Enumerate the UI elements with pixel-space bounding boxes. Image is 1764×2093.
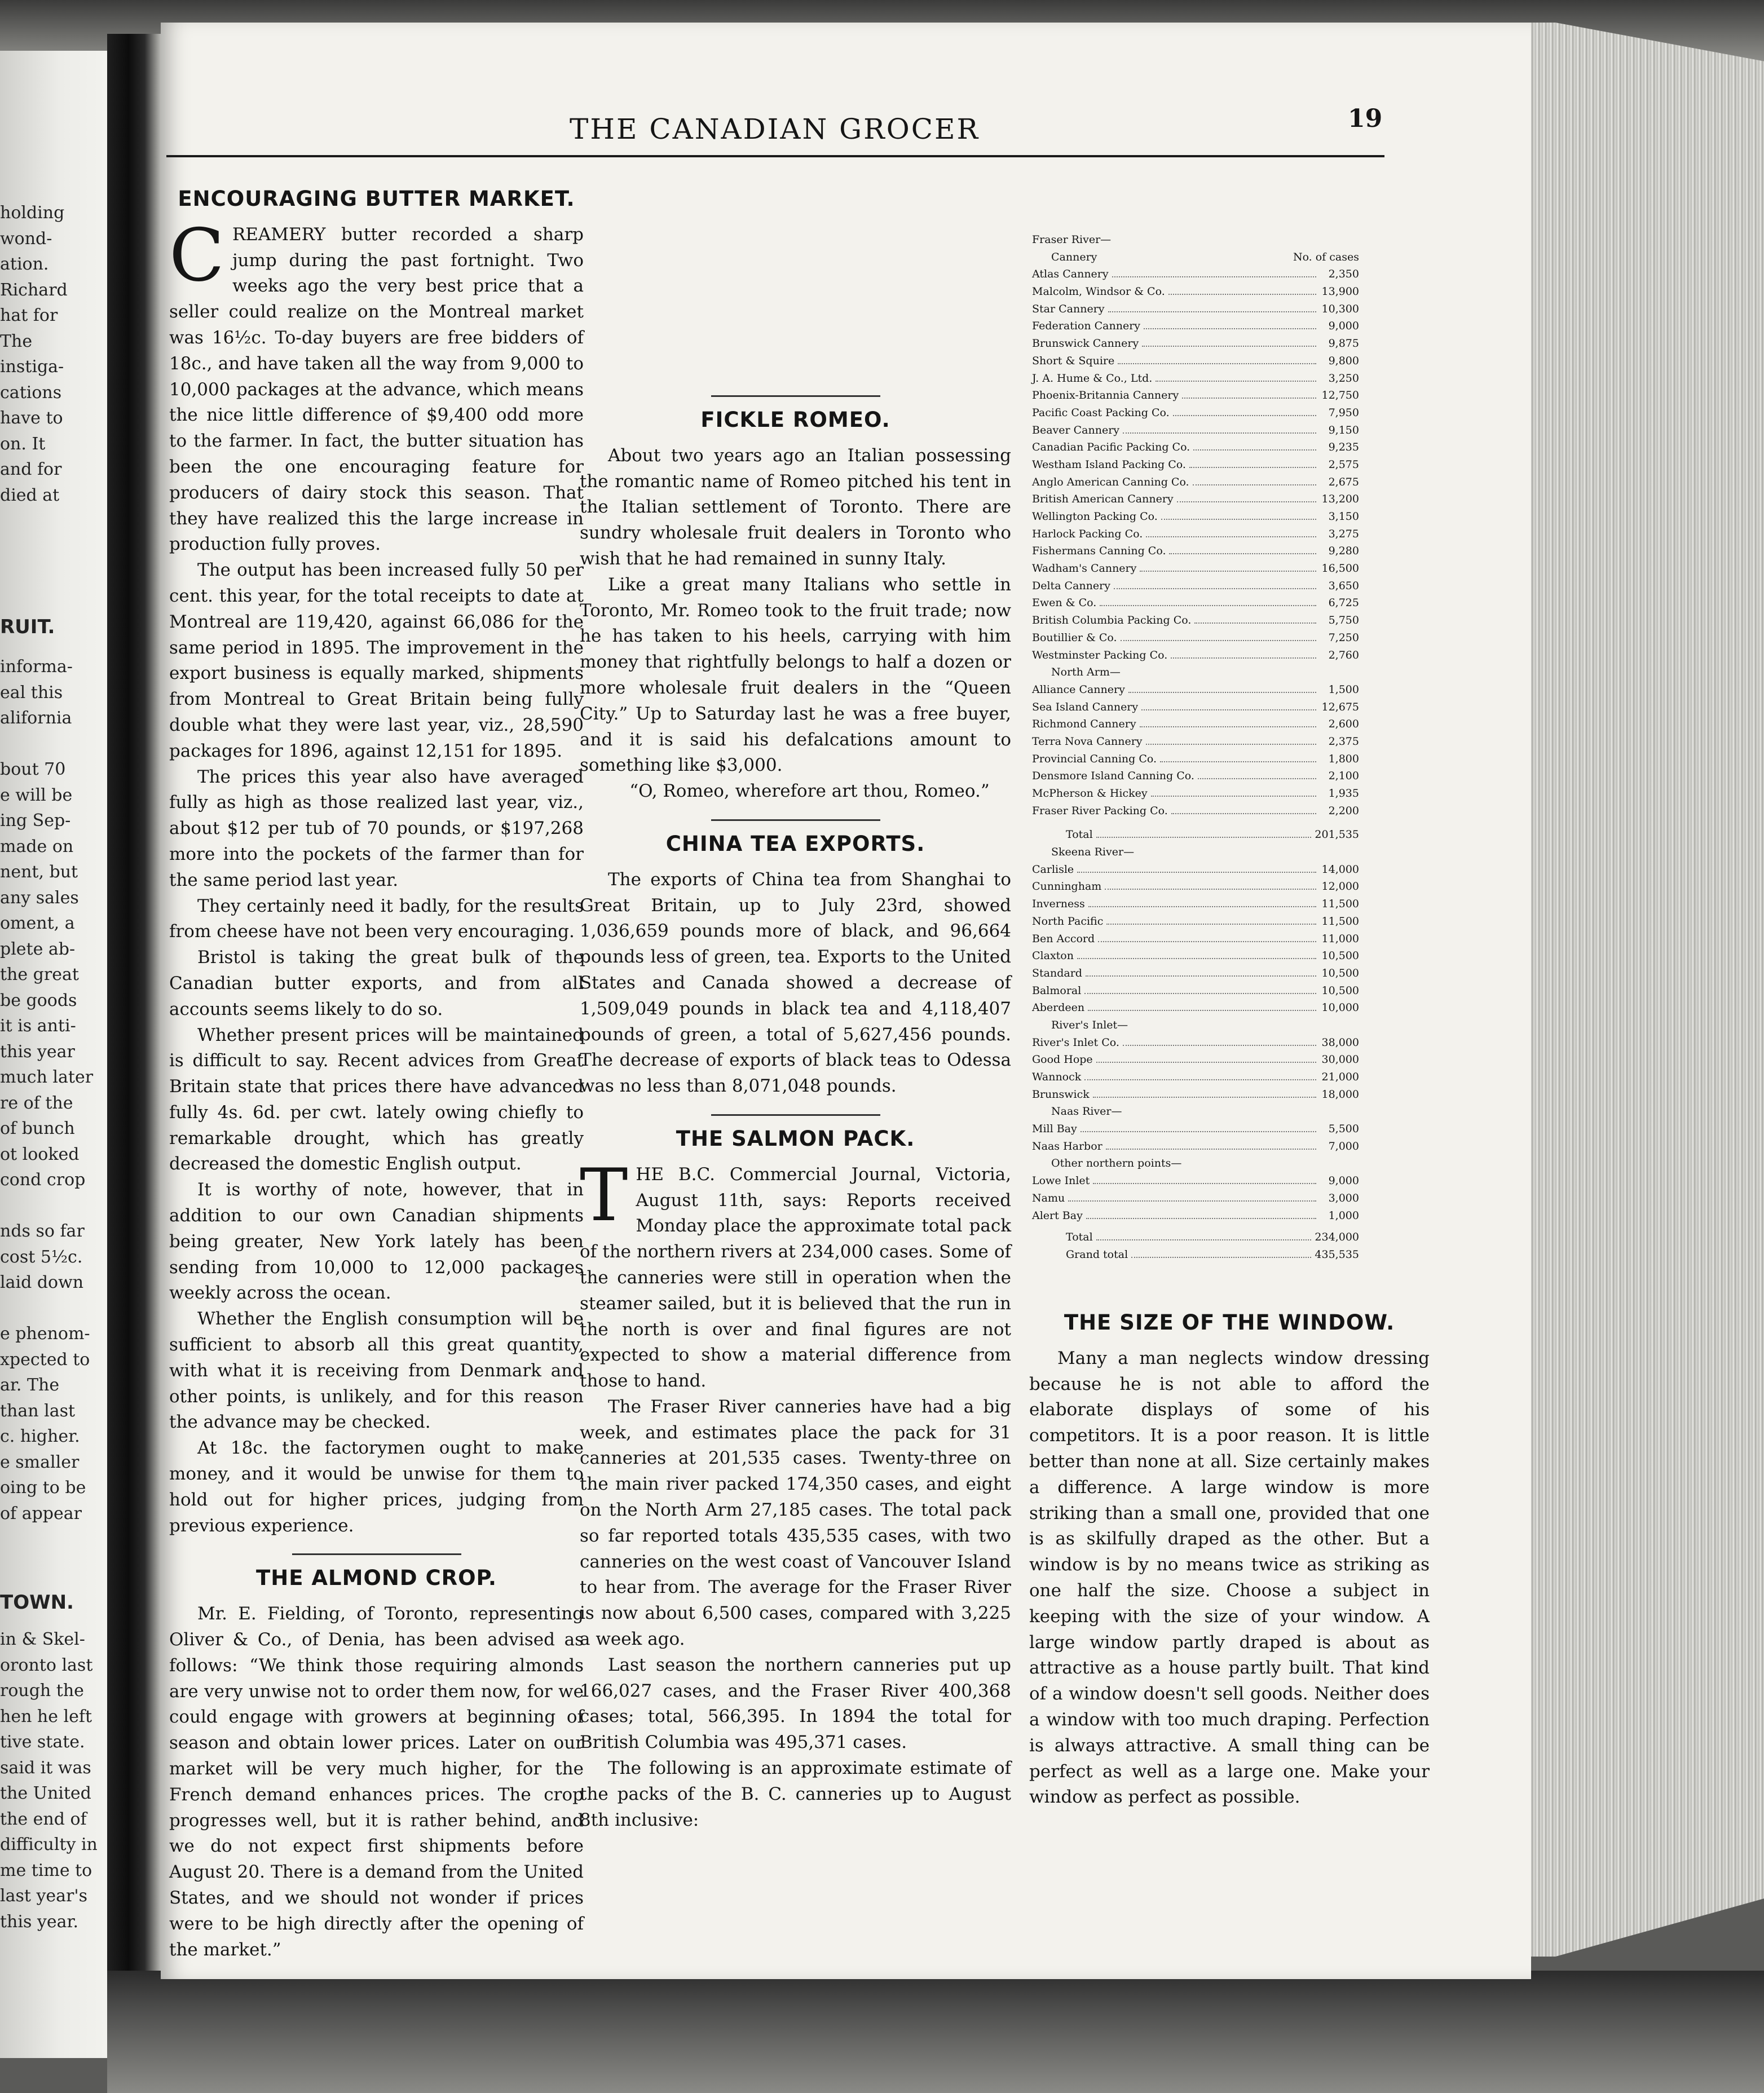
cases-value: 11,500 bbox=[1321, 898, 1359, 911]
table-row bbox=[1032, 699, 1359, 716]
table-row bbox=[1032, 1120, 1359, 1138]
cannery-name: River's Inlet Co. bbox=[1032, 1036, 1119, 1049]
cases-value: 10,500 bbox=[1321, 984, 1359, 997]
facing-page-line: this year. bbox=[0, 1911, 79, 1932]
table-row bbox=[1032, 1034, 1359, 1052]
cases-value: 2,575 bbox=[1328, 458, 1359, 471]
facing-page-line: oronto last bbox=[0, 1655, 93, 1675]
cases-value: 9,000 bbox=[1328, 1174, 1359, 1187]
header-rule bbox=[166, 155, 1384, 157]
table-row bbox=[1032, 733, 1359, 750]
facing-page-line: have to bbox=[0, 408, 63, 428]
article-headline: FICKLE ROMEO. bbox=[700, 408, 890, 432]
table-row bbox=[1032, 283, 1359, 301]
table-row bbox=[1032, 404, 1359, 422]
article-paragraph: Like a great many Italians who settle in Toronto, Mr. Romeo took to the fruit trade; now he has taken to his heels, carrying with him money that rightfully belongs to half a dozen or more wholesale fruit dealers in the “Queen City.” Up to Saturday last he was a free buyer, and it is said his defalcations amount to something like $3,000. bbox=[580, 574, 1011, 776]
cannery-name: Terra Nova Cannery bbox=[1032, 735, 1143, 748]
cannery-name: Harlock Packing Co. bbox=[1032, 527, 1143, 540]
facing-page-line bbox=[0, 1193, 99, 1219]
cannery-name: North Pacific bbox=[1032, 915, 1104, 928]
facing-page-text-block bbox=[0, 654, 99, 1526]
cannery-name: Lowe Inlet bbox=[1032, 1174, 1090, 1187]
drop-cap: C bbox=[169, 213, 224, 298]
table-row bbox=[1032, 456, 1359, 474]
cases-value: 5,750 bbox=[1328, 614, 1359, 627]
facing-page-text-block bbox=[0, 1627, 99, 1935]
article-paragraph: THE B.C. Commercial Journal, Victoria, August 11th, says: Reports received Monday place the approximate total pack of the northern rivers at 234,000 cases. Some of the canneries were still in operation when the steamer sailed, but it is believed that the run in the north is over and final figures are not expected to show a material difference from those to hand. bbox=[580, 1153, 1011, 1392]
separator bbox=[711, 1114, 880, 1116]
separator bbox=[711, 819, 880, 821]
facing-page-line: the end of bbox=[0, 1809, 87, 1829]
facing-page-line: be goods bbox=[0, 990, 77, 1010]
article-headline: CHINA TEA EXPORTS. bbox=[665, 831, 925, 856]
facing-page-line: holding bbox=[0, 203, 65, 223]
cannery-name: Delta Cannery bbox=[1032, 579, 1110, 592]
table-row bbox=[1032, 878, 1359, 895]
facing-page-line: cost 5½c. bbox=[0, 1247, 83, 1267]
cannery-name: Inverness bbox=[1032, 898, 1085, 911]
cases-value: 1,500 bbox=[1328, 683, 1359, 696]
cannery-name: Brunswick bbox=[1032, 1088, 1090, 1101]
facing-page-line: laid down bbox=[0, 1273, 84, 1292]
cannery-name: J. A. Hume & Co., Ltd. bbox=[1032, 372, 1153, 385]
masthead: THE CANADIAN GROCER bbox=[570, 113, 980, 145]
facing-page-line: hen he left bbox=[0, 1706, 92, 1726]
table-row bbox=[1032, 913, 1359, 930]
cases-value: 7,250 bbox=[1328, 631, 1359, 644]
table-total-row: Total 201,535 bbox=[1066, 828, 1359, 841]
table-row bbox=[1032, 439, 1359, 456]
table-row bbox=[1032, 1207, 1359, 1225]
cannery-name: Claxton bbox=[1032, 950, 1074, 962]
cannery-name: Fishermans Canning Co. bbox=[1032, 545, 1166, 558]
cases-value: 9,800 bbox=[1328, 354, 1359, 367]
article-headline: THE ALMOND CROP. bbox=[256, 1566, 497, 1591]
table-row bbox=[1032, 1172, 1359, 1190]
cases-value: 21,000 bbox=[1321, 1071, 1359, 1083]
facing-page-line: ot looked bbox=[0, 1144, 80, 1164]
table-row bbox=[1032, 1086, 1359, 1103]
table-row bbox=[1032, 947, 1359, 965]
table-row bbox=[1032, 1051, 1359, 1068]
cases-value: 2,675 bbox=[1328, 475, 1359, 488]
cannery-name: Sea Island Cannery bbox=[1032, 700, 1139, 713]
facing-page-line: the United bbox=[0, 1783, 91, 1803]
article-paragraph: It is worthy of note, however, that in addition to our own Canadian shipments being greater, New York lately has been sending from 10,000 to 12,000 packages weekly across the ocean. bbox=[169, 1180, 584, 1304]
cases-value: 13,200 bbox=[1321, 493, 1359, 506]
table-row bbox=[1032, 767, 1359, 785]
table-row bbox=[1032, 999, 1359, 1017]
cases-value: 11,500 bbox=[1321, 915, 1359, 928]
facing-page-line: and for bbox=[0, 460, 62, 479]
facing-page-line: alifornia bbox=[0, 708, 72, 728]
article-paragraph: The Fraser River canneries have had a big week, and estimates place the pack for 31 canneries at 201,535 cases. Twenty-three on the main river packed 174,350 cases, and eight on the North Arm 27,185 cases. The total pack so far reported totals 435,535 cases, with two canneries on the west coast of Vancouver Island to hear from. The average for the Fraser River is now about 6,500 cases, compared with 3,225 a week ago. bbox=[580, 1396, 1011, 1650]
article-paragraph: Whether the English consumption will be sufficient to absorb all this great quantity, with what it is receiving from Denmark and other points, is unlikely, and for this reason the advance may be checked. bbox=[169, 1309, 584, 1433]
cannery-pack-table bbox=[1032, 231, 1359, 1264]
facing-page-line: tive state. bbox=[0, 1732, 85, 1752]
cases-value: 9,000 bbox=[1328, 320, 1359, 333]
facing-page-line: nent, but bbox=[0, 862, 78, 882]
facing-page-line: said it was bbox=[0, 1758, 91, 1778]
article-headline: ENCOURAGING BUTTER MARKET. bbox=[178, 187, 575, 211]
facing-page-line: the great bbox=[0, 965, 79, 984]
table-row bbox=[1032, 681, 1359, 699]
table-row bbox=[1032, 317, 1359, 335]
facing-page-line: xpected to bbox=[0, 1349, 90, 1370]
column-2 bbox=[580, 169, 1011, 1833]
cannery-name: Phoenix-Britannia Cannery bbox=[1032, 389, 1179, 402]
table-group bbox=[1032, 1120, 1359, 1155]
table-row bbox=[1032, 508, 1359, 526]
table-group bbox=[1032, 1034, 1359, 1103]
cannery-name: Boutillier & Co. bbox=[1032, 631, 1117, 644]
table-row bbox=[1032, 1068, 1359, 1086]
facing-page-heading: RUIT. bbox=[0, 616, 55, 638]
facing-page-line: e phenom- bbox=[0, 1324, 90, 1344]
cases-value: 3,650 bbox=[1328, 579, 1359, 592]
cases-value: 1,800 bbox=[1328, 752, 1359, 765]
cases-value: 16,500 bbox=[1321, 562, 1359, 575]
table-header-row bbox=[1032, 249, 1359, 266]
cases-value: 2,200 bbox=[1328, 804, 1359, 817]
cannery-name: Standard bbox=[1032, 966, 1082, 979]
cannery-name: Wadham's Cannery bbox=[1032, 562, 1137, 575]
facing-page-line: re of the bbox=[0, 1093, 73, 1113]
table-row bbox=[1032, 594, 1359, 612]
cases-value: 2,760 bbox=[1328, 648, 1359, 661]
cannery-name: Anglo American Canning Co. bbox=[1032, 475, 1189, 488]
drop-cap: T bbox=[580, 1153, 628, 1238]
table-section-heading: Other northern points— bbox=[1051, 1157, 1182, 1170]
table-row bbox=[1032, 422, 1359, 439]
facing-page-line: e will be bbox=[0, 785, 73, 805]
cannery-name: Richmond Cannery bbox=[1032, 718, 1136, 731]
table-row bbox=[1032, 335, 1359, 352]
facing-page-line: oment, a bbox=[0, 913, 75, 933]
cases-value: 13,900 bbox=[1321, 285, 1359, 298]
facing-page-line: made on bbox=[0, 836, 74, 856]
facing-page-heading: TOWN. bbox=[0, 1591, 74, 1614]
cannery-name: Star Cannery bbox=[1032, 302, 1105, 315]
article-paragraph: Mr. E. Fielding, of Toronto, representing Oliver & Co., of Denia, has been advised as follows: “We think those requiring almonds are very unwise not to order them now, for we could engage with growers at beginning of season and obtain lower prices. Later on our market will be very much higher, for the French demand enhances prices. The crop progresses well, but it is rather behind, and we do not expect first shipments before August 20. There is a demand from the United States, and we should not wonder if prices were to be high directly after the opening of the market.” bbox=[169, 1604, 584, 1960]
facing-page-line: rough the bbox=[0, 1681, 84, 1701]
cannery-name: Densmore Island Canning Co. bbox=[1032, 770, 1194, 783]
cannery-name: Short & Squire bbox=[1032, 354, 1115, 367]
table-row bbox=[1032, 474, 1359, 491]
facing-page-line: instiga- bbox=[0, 357, 64, 377]
continued-text-space bbox=[580, 169, 1011, 381]
cases-value: 30,000 bbox=[1321, 1053, 1359, 1066]
cases-value: 9,235 bbox=[1328, 441, 1359, 454]
cannery-name: Wannock bbox=[1032, 1071, 1082, 1083]
cases-value: 9,280 bbox=[1328, 545, 1359, 558]
table-group bbox=[1032, 861, 1359, 1017]
table-section-heading: Skeena River— bbox=[1051, 846, 1135, 859]
table-row bbox=[1032, 1138, 1359, 1155]
cannery-name: Canadian Pacific Packing Co. bbox=[1032, 441, 1190, 454]
cases-value: 2,600 bbox=[1328, 718, 1359, 731]
cannery-name: Good Hope bbox=[1032, 1053, 1093, 1066]
cases-value: 3,000 bbox=[1328, 1191, 1359, 1204]
table-row bbox=[1032, 577, 1359, 595]
book-spine bbox=[107, 34, 161, 2064]
article-paragraph: Bristol is taking the great bulk of the Canadian butter exports, and from all accounts seems likely to do so. bbox=[169, 947, 584, 1019]
cases-value: 1,935 bbox=[1328, 787, 1359, 800]
cases-value: 18,000 bbox=[1321, 1088, 1359, 1101]
cases-value: 9,150 bbox=[1328, 423, 1359, 436]
table-row bbox=[1032, 612, 1359, 629]
cases-value: 2,375 bbox=[1328, 735, 1359, 748]
table-total-row: Total 234,000 bbox=[1066, 1231, 1359, 1244]
facing-page-line: nds so far bbox=[0, 1221, 85, 1241]
table-section-heading: Fraser River— bbox=[1032, 233, 1112, 246]
facing-page-line: hat for bbox=[0, 306, 58, 325]
facing-page-line: me time to bbox=[0, 1860, 92, 1880]
facing-page-line: Richard bbox=[0, 280, 68, 300]
table-column-header: No. of cases bbox=[1293, 250, 1359, 263]
article-paragraph: The exports of China tea from Shanghai to Great Britain, up to July 23rd, showed 1,036,659 pounds more of black, and 96,664 pounds less of green, tea. Exports to the United States and Canada showed a decrease of 1,509,049 pounds in black tea and 4,118,407 pounds of green, a total of 5,627,456 pounds. The decrease of exports of black teas to Odessa was no less than 8,071,048 pounds. bbox=[580, 869, 1011, 1097]
article-paragraph: “O, Romeo, wherefore art thou, Romeo.” bbox=[629, 781, 990, 802]
cases-value: 5,500 bbox=[1328, 1123, 1359, 1136]
cases-value: 3,250 bbox=[1328, 372, 1359, 385]
cannery-name: Alliance Cannery bbox=[1032, 683, 1125, 696]
table-row bbox=[1032, 301, 1359, 318]
facing-page-line: c. higher. bbox=[0, 1427, 80, 1446]
table-row bbox=[1032, 526, 1359, 543]
cases-value: 9,875 bbox=[1328, 337, 1359, 350]
cases-value: 7,000 bbox=[1328, 1140, 1359, 1153]
cannery-name: Cunningham bbox=[1032, 880, 1102, 893]
cannery-name: Provincial Canning Co. bbox=[1032, 752, 1157, 765]
cases-value: 12,675 bbox=[1321, 700, 1359, 713]
table-row bbox=[1032, 387, 1359, 404]
facing-page-line: any sales bbox=[0, 887, 79, 908]
cases-value: 38,000 bbox=[1321, 1036, 1359, 1049]
cases-value: 10,300 bbox=[1321, 302, 1359, 315]
table-row bbox=[1032, 560, 1359, 577]
table-row bbox=[1032, 895, 1359, 913]
article-paragraph: The output has been increased fully 50 per cent. this year, for the total receipts to date at Montreal are 119,420, against 66,086 for the same period in 1895. The improvement in the export business is equally marked, shipments from Montreal to Great Britain being fully double what they were last year, viz., 28,590 packages for 1896, against 12,151 for 1895. bbox=[169, 560, 584, 761]
cases-value: 14,000 bbox=[1321, 863, 1359, 876]
article-headline: THE SIZE OF THE WINDOW. bbox=[1064, 1310, 1395, 1335]
cannery-name: Beaver Cannery bbox=[1032, 423, 1120, 436]
table-row bbox=[1032, 491, 1359, 508]
cases-value: 12,750 bbox=[1321, 389, 1359, 402]
cannery-name: Aberdeen bbox=[1032, 1001, 1085, 1014]
cannery-name: Naas Harbor bbox=[1032, 1140, 1102, 1153]
facing-page-line: much later bbox=[0, 1067, 94, 1087]
facing-page-line bbox=[0, 1296, 99, 1322]
table-row bbox=[1032, 352, 1359, 370]
facing-page-line: last year's bbox=[0, 1886, 88, 1906]
cases-value: 12,000 bbox=[1321, 880, 1359, 893]
facing-page-line: of bunch bbox=[0, 1119, 75, 1138]
facing-page-line: eal this bbox=[0, 682, 63, 703]
table-group bbox=[1032, 1172, 1359, 1224]
table-row bbox=[1032, 861, 1359, 878]
cases-value: 10,500 bbox=[1321, 950, 1359, 962]
facing-page-line: of appear bbox=[0, 1503, 82, 1524]
separator bbox=[711, 395, 880, 397]
table-row bbox=[1032, 982, 1359, 1000]
table-row bbox=[1032, 750, 1359, 768]
cannery-name: Westham Island Packing Co. bbox=[1032, 458, 1186, 471]
article-paragraph: Many a man neglects window dressing because he is not able to afford the elaborate displays of some of his competitors. It is a poor reason. It is little better than none at all. Size certainly makes a difference. A large window is more striking than a small one, provided that one is as skilfully draped as the other. But a window is by no means twice as striking as one half the size. Choose a subject in keeping with the size of your window. A large window partly draped is about as attractive as a house partly built. That kind of a window doesn't sell goods. Neither does a window with too much draping. Perfection is always attractive. A small thing can be perfect as well as a large one. Make your window as perfect as possible. bbox=[1029, 1348, 1430, 1808]
table-row bbox=[1032, 647, 1359, 664]
facing-page-line: wond- bbox=[0, 228, 52, 249]
cannery-name: Mill Bay bbox=[1032, 1123, 1077, 1136]
article-paragraph: The prices this year also have averaged fully as high as those realized last year, viz., about $12 per tub of 70 pounds, or $197,268 more into the pockets of the farmer than for the same period last year. bbox=[169, 766, 584, 890]
facing-page-line: than last bbox=[0, 1401, 76, 1421]
table-row bbox=[1032, 1190, 1359, 1207]
facing-page-line: ation. bbox=[0, 254, 49, 274]
separator bbox=[292, 1553, 461, 1555]
table-row bbox=[1032, 370, 1359, 387]
article-paragraph: Last season the northern canneries put up 166,027 cases, and the Fraser River 400,368 cases; total, 566,395. In 1894 the total for British Columbia was 495,371 cases. bbox=[580, 1654, 1011, 1753]
facing-page-line: plete ab- bbox=[0, 939, 76, 959]
table-section-heading: Naas River— bbox=[1051, 1105, 1122, 1118]
facing-page-line: bout 70 bbox=[0, 760, 66, 779]
cannery-name: Balmoral bbox=[1032, 984, 1082, 997]
cases-value: 2,100 bbox=[1328, 770, 1359, 783]
table-row bbox=[1032, 965, 1359, 982]
column-1 bbox=[169, 169, 584, 1963]
cannery-name: Carlisle bbox=[1032, 863, 1074, 876]
facing-page-fragment bbox=[0, 51, 107, 2058]
cannery-name: Fraser River Packing Co. bbox=[1032, 804, 1168, 817]
book-bottom bbox=[107, 1971, 1764, 2093]
cannery-name: Namu bbox=[1032, 1191, 1065, 1204]
cannery-name: Brunswick Cannery bbox=[1032, 337, 1139, 350]
facing-page-line: on. It bbox=[0, 434, 46, 454]
cannery-name: Wellington Packing Co. bbox=[1032, 510, 1158, 523]
facing-page-line: cations bbox=[0, 382, 62, 403]
table-section-heading: North Arm— bbox=[1051, 666, 1121, 679]
cannery-name: McPherson & Hickey bbox=[1032, 787, 1148, 800]
cannery-name: Federation Cannery bbox=[1032, 320, 1141, 333]
cannery-name: Pacific Coast Packing Co. bbox=[1032, 406, 1170, 419]
table-row bbox=[1032, 266, 1359, 283]
facing-page-line: it is anti- bbox=[0, 1016, 76, 1036]
cannery-name: British Columbia Packing Co. bbox=[1032, 614, 1192, 627]
column-3 bbox=[1029, 1300, 1430, 1811]
article-headline: THE SALMON PACK. bbox=[676, 1126, 915, 1151]
article-paragraph: About two years ago an Italian possessing the romantic name of Romeo pitched his tent in the Italian settlement of Toronto. There are sundry wholesale fruit dealers in Toronto who wish that he had remained in sunny Italy. bbox=[580, 445, 1011, 569]
cases-value: 3,150 bbox=[1328, 510, 1359, 523]
table-group bbox=[1032, 681, 1359, 820]
cases-value: 6,725 bbox=[1328, 597, 1359, 610]
table-section-heading: River's Inlet— bbox=[1051, 1018, 1128, 1031]
facing-page-line: died at bbox=[0, 485, 60, 505]
cases-value: 7,950 bbox=[1328, 406, 1359, 419]
cases-value: 1,000 bbox=[1328, 1209, 1359, 1222]
facing-page-line: in & Skel- bbox=[0, 1630, 85, 1649]
cases-value: 10,000 bbox=[1321, 1001, 1359, 1014]
facing-page-line bbox=[0, 731, 99, 757]
cases-value: 10,500 bbox=[1321, 966, 1359, 979]
article-paragraph: At 18c. the factorymen ought to make money, and it would be unwise for them to hold out for higher prices, judging from previous experience. bbox=[169, 1438, 584, 1536]
facing-page-line: e smaller bbox=[0, 1452, 80, 1472]
facing-page-line: oing to be bbox=[0, 1478, 86, 1498]
table-row bbox=[1032, 785, 1359, 802]
cannery-name: Ben Accord bbox=[1032, 932, 1095, 945]
cannery-name: Ewen & Co. bbox=[1032, 597, 1097, 610]
article-paragraph: CREAMERY butter recorded a sharp jump during the past fortnight. Two weeks ago the very best price that a seller could realize on the Montreal market was 16½c. To-day buyers are free bidders of 18c., and have taken all the way from 9,000 to 10,000 packages at the advance, which means the nice little difference of $9,400 odd more to the farmer. In fact, the butter situation has been the one encouraging feature for producers of dairy stock this season. That they have realized this the large increase in production fully proves. bbox=[169, 213, 584, 555]
facing-page-line: cond crop bbox=[0, 1170, 86, 1190]
table-row bbox=[1032, 716, 1359, 733]
cannery-name: Westminster Packing Co. bbox=[1032, 648, 1168, 661]
facing-page-line: ing Sep- bbox=[0, 811, 71, 831]
cannery-name: Alert Bay bbox=[1032, 1209, 1083, 1222]
cases-value: 3,275 bbox=[1328, 527, 1359, 540]
facing-page-line: this year bbox=[0, 1041, 75, 1062]
table-grand-total-row: Grand total 435,535 bbox=[1066, 1248, 1359, 1261]
table-row bbox=[1032, 930, 1359, 948]
cannery-name: Atlas Cannery bbox=[1032, 268, 1109, 281]
cases-value: 2,350 bbox=[1328, 268, 1359, 281]
facing-page-line: difficulty in bbox=[0, 1835, 98, 1854]
article-paragraph: They certainly need it badly, for the results from cheese have not been very encouraging. bbox=[169, 895, 584, 942]
table-group bbox=[1032, 266, 1359, 664]
table-row bbox=[1032, 542, 1359, 560]
table-row bbox=[1032, 802, 1359, 820]
cannery-name: Malcolm, Windsor & Co. bbox=[1032, 285, 1165, 298]
cases-value: 11,000 bbox=[1321, 932, 1359, 945]
facing-page-line: ar. The bbox=[0, 1375, 60, 1395]
facing-page-line: The bbox=[0, 331, 33, 351]
page-number: 19 bbox=[1348, 104, 1383, 133]
table-column-header: Cannery bbox=[1051, 250, 1097, 263]
cannery-name: British American Cannery bbox=[1032, 493, 1174, 506]
facing-page-line: informa- bbox=[0, 657, 73, 677]
article-paragraph: Whether present prices will be maintained is difficult to say. Recent advices from Great Britain state that prices there have advanced fully 4s. 6d. per cwt. lately owing chiefly to remarkable drought, which has greatly decreased the domestic English output. bbox=[169, 1025, 584, 1174]
facing-page-text-block bbox=[0, 200, 99, 508]
table-row bbox=[1032, 629, 1359, 647]
article-paragraph: The following is an approximate estimate of the packs of the B. C. canneries up to August 8th inclusive: bbox=[580, 1758, 1011, 1830]
